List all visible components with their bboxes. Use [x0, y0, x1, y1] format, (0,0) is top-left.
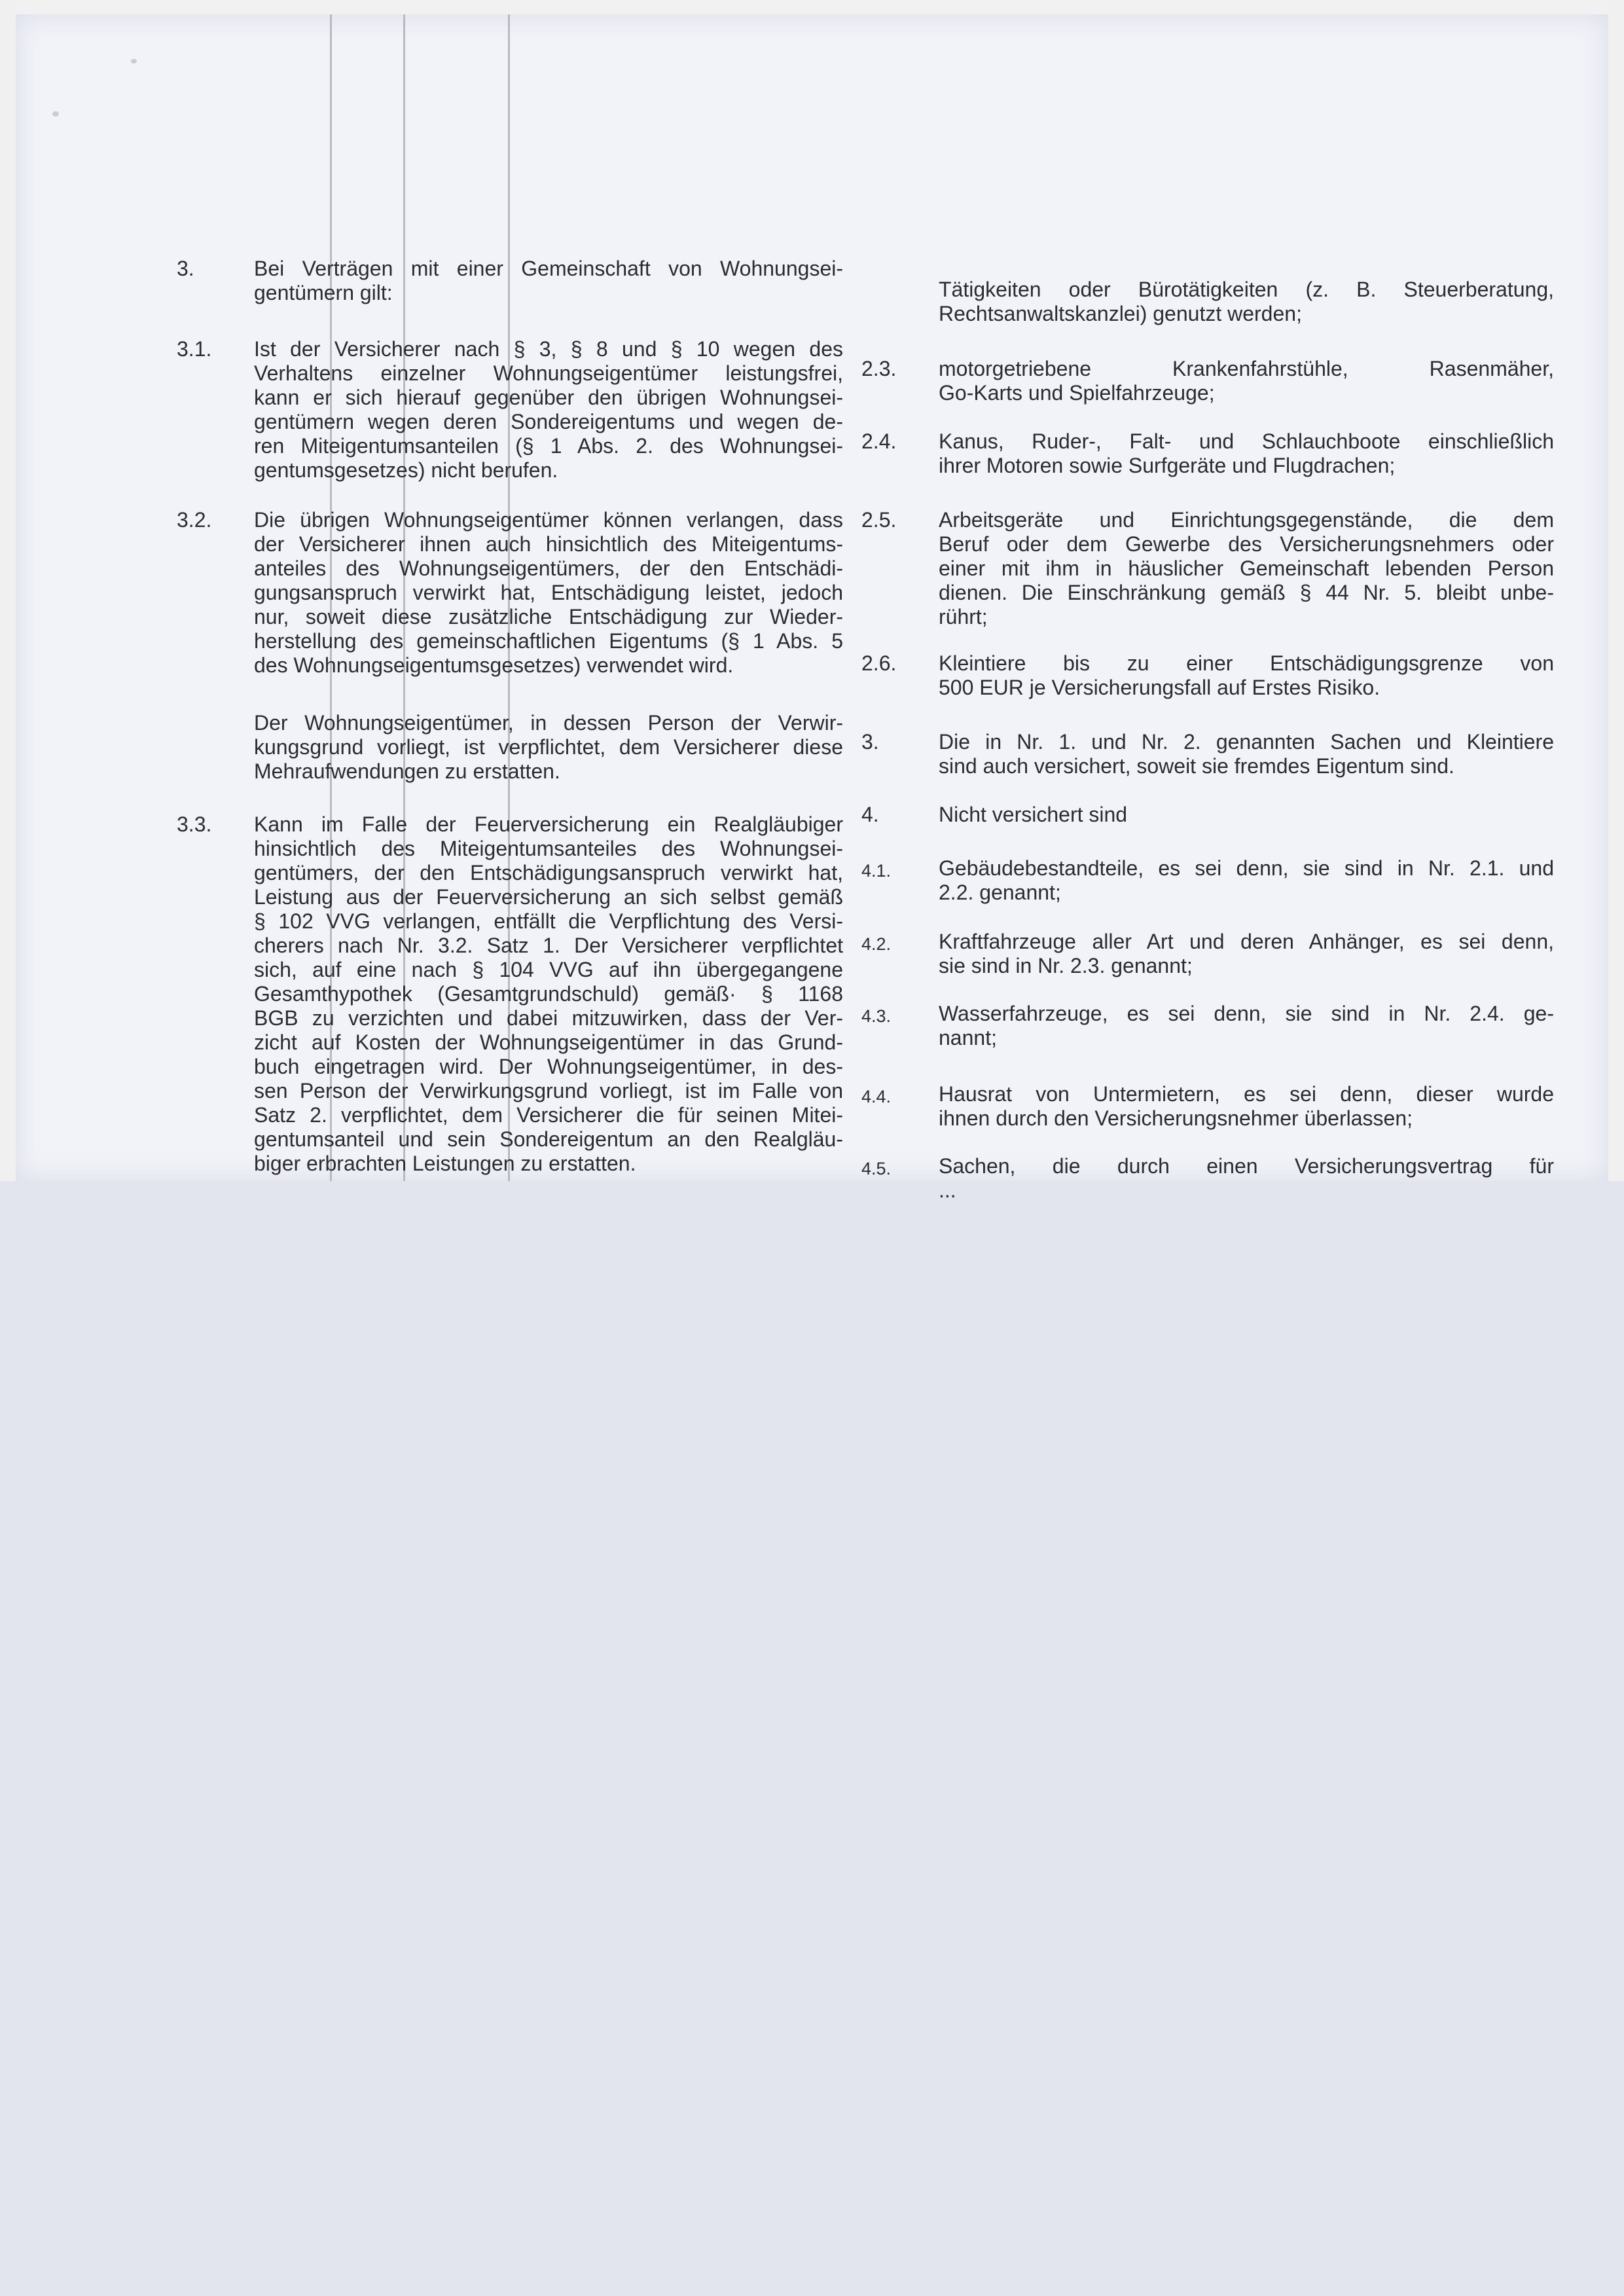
paragraph-line: § 102 VVG verlangen, entfällt die Verpflichtung des Versi-: [254, 909, 843, 933]
scan-border-right: [1608, 0, 1624, 1181]
paragraph-line: sich, auf eine nach § 104 VVG auf ihn übergegangene: [254, 958, 843, 981]
paragraph-line: einer mit ihm in häuslicher Gemeinschaft lebenden Person: [939, 556, 1554, 580]
paragraph-line: Wasserfahrzeuge, es sei denn, sie sind in Nr. 2.4. ge-: [939, 1002, 1554, 1025]
paragraph-line: rührt;: [939, 605, 988, 629]
paragraph-line: gentümern wegen deren Sondereigentums und wegen de-: [254, 410, 843, 433]
paragraph-line: Bei Verträgen mit einer Gemeinschaft von Wohnungsei-: [254, 257, 843, 280]
paragraph-line: zicht auf Kosten der Wohnungseigentümer in das Grund-: [254, 1030, 843, 1054]
paragraph-line: sen Person der Verwirkungsgrund vorliegt, ist im Falle von: [254, 1079, 843, 1102]
paragraph-line: biger erbrachten Leistungen zu erstatten.: [254, 1152, 636, 1175]
section-number: 3.: [177, 257, 194, 280]
paragraph-line: Die übrigen Wohnungseigentümer können verlangen, dass: [254, 508, 843, 532]
paragraph-line: gentumsanteil und sein Sondereigentum an den Realgläu-: [254, 1127, 843, 1151]
paragraph-line: cherers nach Nr. 3.2. Satz 1. Der Versicherer verpflichtet: [254, 934, 843, 957]
section-number: 3.3.: [177, 812, 212, 836]
section-number: 4.1.: [861, 861, 892, 881]
paragraph-line: dienen. Die Einschränkung gemäß § 44 Nr. 5. bleibt unbe-: [939, 581, 1554, 604]
paragraph-line: sie sind in Nr. 2.3. genannt;: [939, 954, 1193, 977]
paragraph-line: 2.2. genannt;: [939, 881, 1061, 904]
paragraph-line: 500 EUR je Versicherungsfall auf Erstes Risiko.: [939, 676, 1380, 699]
section-number: 4.: [861, 803, 879, 826]
paragraph-line: Ist der Versicherer nach § 3, § 8 und § 10 wegen des: [254, 337, 843, 361]
paragraph-line: hinsichtlich des Miteigentumsanteiles des Wohnungsei-: [254, 837, 843, 860]
paragraph-line: Verhaltens einzelner Wohnungseigentümer leistungsfrei,: [254, 361, 843, 385]
paragraph-line: ihnen durch den Versicherungsnehmer überlassen;: [939, 1106, 1413, 1130]
scan-border-left: [0, 0, 16, 1181]
paragraph-line: Kleintiere bis zu einer Entschädigungsgrenze von: [939, 651, 1554, 675]
section-number: 2.6.: [861, 651, 897, 675]
paragraph-line: kann er sich hierauf gegenüber den übrigen Wohnungsei-: [254, 386, 843, 409]
scan-border-top: [0, 0, 1624, 14]
paragraph-line: Hausrat von Untermietern, es sei denn, dieser wurde: [939, 1082, 1554, 1106]
paragraph-line: Sachen, die durch einen Versicherungsvertrag für: [939, 1154, 1554, 1178]
paragraph-line: motorgetriebene Krankenfahrstühle, Rasenmäher,: [939, 357, 1554, 380]
paragraph-line: Satz 2. verpflichtet, dem Versicherer die für seinen Mitei-: [254, 1103, 843, 1127]
paragraph-line: Go-Karts und Spielfahrzeuge;: [939, 381, 1215, 405]
paragraph-line: ihrer Motoren sowie Surfgeräte und Flugdrachen;: [939, 454, 1396, 477]
paragraph-line: der Versicherer ihnen auch hinsichtlich des Miteigentums-: [254, 532, 843, 556]
paragraph-line: Nicht versichert sind: [939, 803, 1128, 826]
section-number: 4.5.: [861, 1159, 892, 1178]
paragraph-line: Arbeitsgeräte und Einrichtungsgegenstände, die dem: [939, 508, 1554, 532]
paragraph-line: gentumsgesetzes) nicht berufen.: [254, 458, 558, 482]
section-number: 2.4.: [861, 429, 897, 453]
paragraph-line: Die in Nr. 1. und Nr. 2. genannten Sachen und Kleintiere: [939, 730, 1554, 754]
paragraph-line: Mehraufwendungen zu erstatten.: [254, 759, 560, 783]
section-number: 4.3.: [861, 1006, 892, 1026]
paragraph-line: Kanus, Ruder-, Falt- und Schlauchboote einschließlich: [939, 429, 1554, 453]
paragraph-line: Der Wohnungseigentümer, in dessen Person der Verwir-: [254, 711, 843, 735]
paragraph-line: anteiles des Wohnungseigentümers, der den Entschädi-: [254, 556, 843, 580]
paragraph-line: Gesamthypothek (Gesamtgrundschuld) gemäß· § 1168: [254, 982, 843, 1006]
section-number: 4.4.: [861, 1087, 892, 1106]
paragraph-line: herstellung des gemeinschaftlichen Eigentums (§ 1 Abs. 5: [254, 629, 843, 653]
paragraph-line: ren Miteigentumsanteilen (§ 1 Abs. 2. des Wohnungsei-: [254, 434, 843, 458]
paragraph-line: nur, soweit diese zusätzliche Entschädigung zur Wieder-: [254, 605, 843, 629]
section-number: 2.5.: [861, 508, 897, 532]
scanned-page: [16, 14, 1608, 1202]
paragraph-line: Tätigkeiten oder Bürotätigkeiten (z. B. Steuerberatung,: [939, 278, 1554, 301]
paragraph-line: Kann im Falle der Feuerversicherung ein Realgläubiger: [254, 812, 843, 836]
paragraph-line: nannt;: [939, 1026, 997, 1049]
paragraph-line: gentümern gilt:: [254, 281, 393, 304]
paragraph-line: Rechtsanwaltskanzlei) genutzt werden;: [939, 302, 1302, 325]
section-number: 3.: [861, 730, 879, 754]
right-column: [16, 14, 1608, 1202]
paragraph-line: Beruf oder dem Gewerbe des Versicherungsnehmers oder: [939, 532, 1554, 556]
paragraph-line: BGB zu verzichten und dabei mitzuwirken, dass der Ver-: [254, 1006, 843, 1030]
paragraph-line: buch eingetragen wird. Der Wohnungseigentümer, in des-: [254, 1055, 843, 1078]
paragraph-line: Kraftfahrzeuge aller Art und deren Anhänger, es sei denn,: [939, 930, 1554, 953]
paragraph-line: kungsgrund vorliegt, ist verpflichtet, dem Versicherer diese: [254, 735, 843, 759]
paragraph-line: ...: [939, 1178, 956, 1202]
section-number: 3.1.: [177, 337, 212, 361]
paragraph-line: sind auch versichert, soweit sie fremdes Eigentum sind.: [939, 754, 1454, 778]
paragraph-line: des Wohnungseigentumsgesetzes) verwendet wird.: [254, 653, 734, 677]
paragraph-line: gentümers, der den Entschädigungsanspruch verwirkt hat,: [254, 861, 843, 884]
section-number: 2.3.: [861, 357, 897, 380]
paragraph-line: gungsanspruch verwirkt hat, Entschädigung leistet, jedoch: [254, 581, 843, 604]
section-number: 4.2.: [861, 934, 892, 954]
paragraph-line: Leistung aus der Feuerversicherung an sich selbst gemäß: [254, 885, 843, 909]
paragraph-line: Gebäudebestandteile, es sei denn, sie sind in Nr. 2.1. und: [939, 856, 1554, 880]
section-number: 3.2.: [177, 508, 212, 532]
